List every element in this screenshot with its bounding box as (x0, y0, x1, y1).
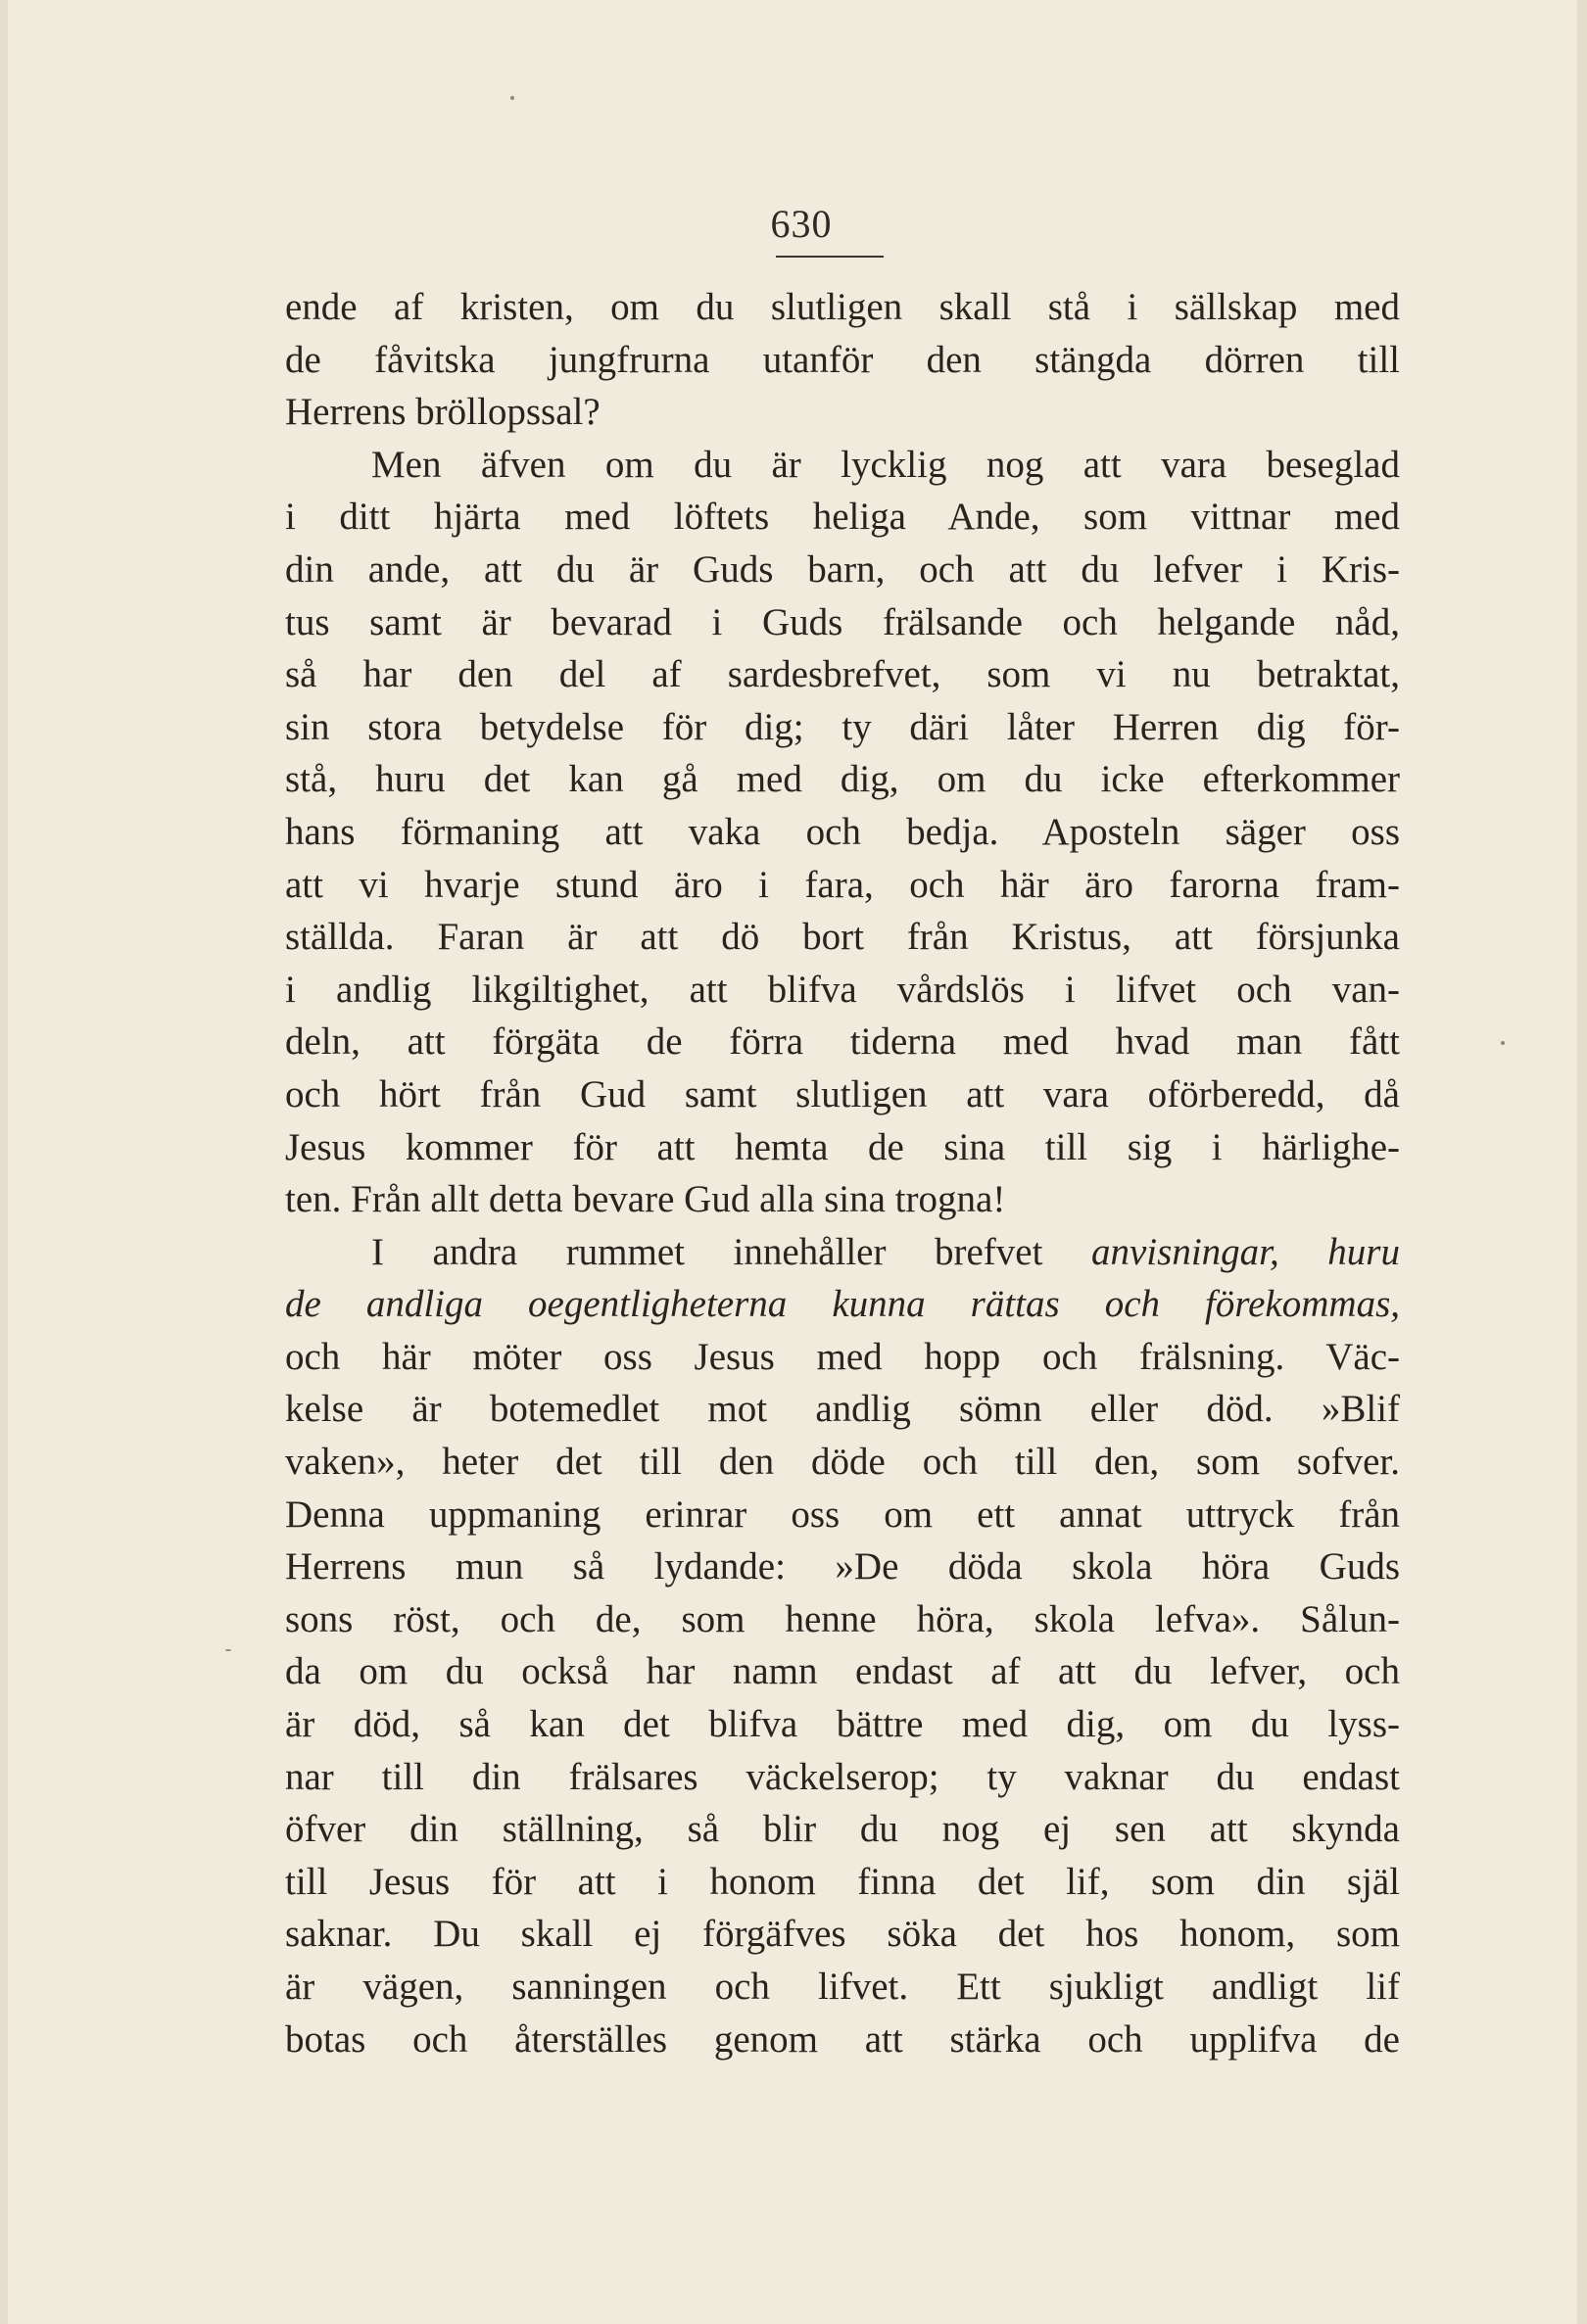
text-line-content: ende af kristen, om du slutligen skall stå i sällskap med (285, 286, 1400, 328)
text-line-content: nar till din frälsares väckelserop; ty vaknar du endast (285, 1755, 1400, 1798)
text-line (285, 1698, 1400, 1751)
text-line-content: I andra rummet innehåller brefvet (371, 1230, 1043, 1273)
text-line (285, 964, 1400, 1017)
text-line (285, 701, 1400, 754)
text-line-content: kelse är botemedlet mot andlig sömn eller död. »Blif (285, 1388, 1400, 1431)
text-line-content: i ditt hjärta med löftets heliga Ande, som vittnar med (285, 496, 1400, 539)
text-line-content: till Jesus för att i honom finna det lif, som din själ (285, 1860, 1400, 1903)
text-line-content: Herrens bröllopssal? (285, 391, 601, 434)
text-line (285, 1961, 1400, 2014)
text-line (285, 281, 1400, 334)
text-line-content: saknar. Du skall ej förgäfves söka det hos honom, som (285, 1913, 1400, 1956)
text-line (285, 1436, 1400, 1489)
text-line (285, 859, 1400, 912)
text-line-content: sin stora betydelse för dig; ty däri låter Herren dig för- (285, 705, 1400, 748)
text-line-content: da om du också har namn endast af att du lefver, och (285, 1650, 1400, 1693)
text-line-content: vaken», heter det till den döde och till den, som sofver. (285, 1441, 1400, 1484)
text-line (285, 1121, 1400, 1174)
text-line (285, 1383, 1400, 1436)
text-line (285, 491, 1400, 544)
text-line (285, 1541, 1400, 1593)
text-line-content: botas och återställes genom att stärka och upplifva de (285, 2017, 1400, 2061)
paper-speck (1501, 1041, 1505, 1045)
paper-speck (510, 96, 514, 100)
text-line-content: ten. Från allt detta bevare Gud alla sina trogna! (285, 1178, 1006, 1221)
text-line-content: Men äfven om du är lycklig nog att vara beseglad (371, 443, 1400, 486)
text-line (285, 544, 1400, 596)
text-line-content: Denna uppmaning erinrar oss om ett annat uttryck från (285, 1493, 1400, 1536)
text-line (285, 1278, 1400, 1331)
text-line (285, 1751, 1400, 1804)
text-line (285, 1489, 1400, 1541)
text-line (285, 2014, 1400, 2066)
text-line (285, 1908, 1400, 1961)
text-line (285, 439, 1400, 492)
text-line-content: att vi hvarje stund äro i fara, och här äro farorna fram- (285, 863, 1400, 906)
text-line (285, 1173, 1400, 1226)
text-line-content: de fåvitska jungfrurna utanför den stängda dörren till (285, 338, 1400, 381)
text-line (285, 911, 1400, 964)
text-line-content: är vägen, sanningen och lifvet. Ett sjukligt andligt lif (285, 1966, 1400, 2008)
text-line-content: hans förmaning att vaka och bedja. Aposteln säger oss (285, 810, 1400, 853)
text-line (285, 1226, 1400, 1279)
text-line (285, 334, 1400, 387)
text-line (285, 1645, 1400, 1698)
text-line-content: så har den del af sardesbrefvet, som vi nu betraktat, (285, 653, 1400, 696)
paper-speck (225, 1649, 231, 1651)
text-line-content: och här möter oss Jesus med hopp och frälsning. Väc- (285, 1335, 1400, 1378)
text-line (285, 1016, 1400, 1068)
text-line-content: i andlig likgiltighet, att blifva vårdslös i lifvet och van- (285, 968, 1400, 1011)
text-line-content: stå, huru det kan gå med dig, om du icke efterkommer (285, 758, 1400, 801)
text-line (285, 753, 1400, 806)
text-line-content: öfver din ställning, så blir du nog ej sen att skynda (285, 1808, 1400, 1851)
body-text (285, 281, 1400, 2065)
emphasized-text: de andliga oegentligheterna kunna rättas och förekommas, (285, 1283, 1400, 1326)
emphasized-text: anvisningar, huru (1091, 1230, 1400, 1273)
text-line (285, 1803, 1400, 1856)
text-line (285, 1593, 1400, 1646)
text-line-content: Jesus kommer för att hemta de sina till sig i härlighe- (285, 1125, 1400, 1168)
text-line (285, 1856, 1400, 1909)
text-line (285, 806, 1400, 859)
text-line (285, 648, 1400, 701)
text-line (285, 386, 1400, 439)
page-number: 630 (770, 202, 833, 246)
text-line-content: deln, att förgäta de förra tiderna med hvad man fått (285, 1020, 1400, 1064)
text-line (285, 1331, 1400, 1384)
text-line-content: och hört från Gud samt slutligen att vara oförberedd, då (285, 1072, 1400, 1115)
text-line-content: Herrens mun så lydande: »De döda skola höra Guds (285, 1545, 1400, 1589)
text-line-content: ställda. Faran är att dö bort från Kristus, att försjunka (285, 916, 1400, 959)
page-number-underline (776, 256, 884, 258)
text-line-content: sons röst, och de, som henne höra, skola lefva». Sålun- (285, 1597, 1400, 1640)
text-line (285, 596, 1400, 649)
text-line-content: är död, så kan det blifva bättre med dig, om du lyss- (285, 1703, 1400, 1746)
text-line-content: tus samt är bevarad i Guds frälsande och helgande nåd, (285, 600, 1400, 643)
text-line-content: din ande, att du är Guds barn, och att du lefver i Kris- (285, 547, 1400, 591)
text-line (285, 1068, 1400, 1121)
